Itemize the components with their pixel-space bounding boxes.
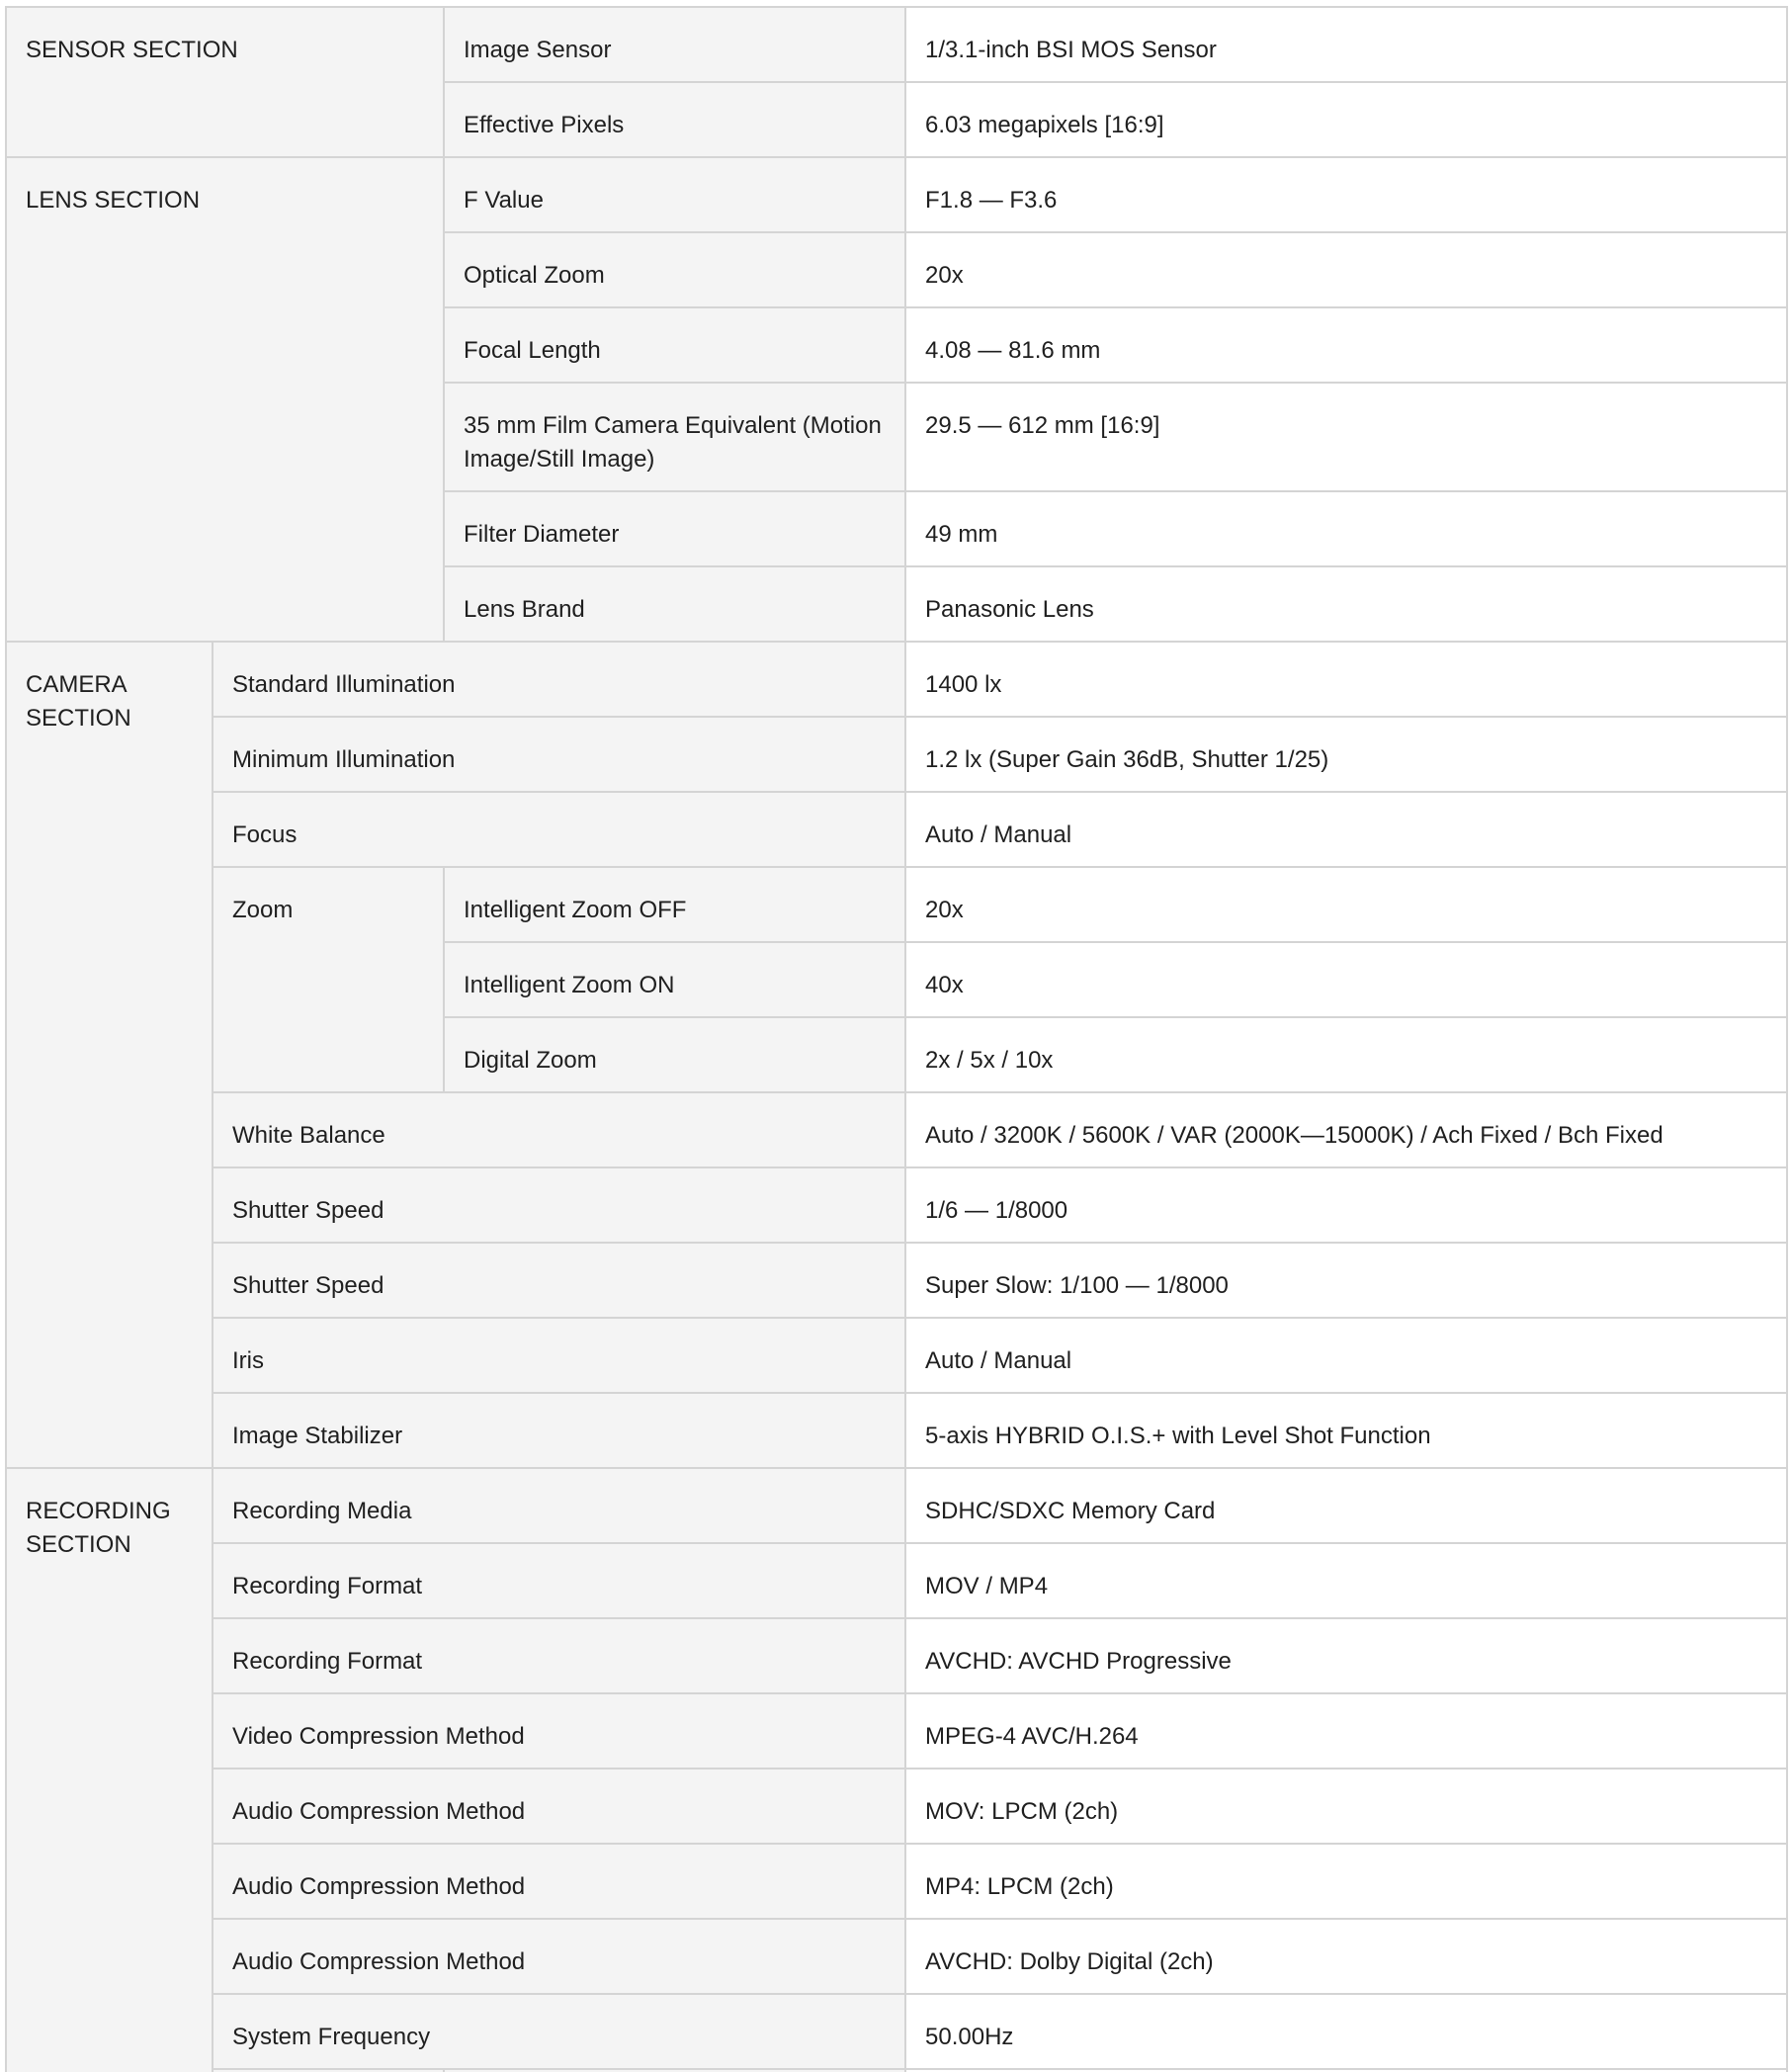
table-row — [6, 1769, 1787, 1844]
spec-label: Shutter Speed — [213, 1243, 905, 1318]
spec-label: Effective Pixels — [444, 82, 905, 157]
spec-label: Image Stabilizer — [213, 1393, 905, 1468]
spec-label: Intelligent Zoom OFF — [444, 867, 905, 942]
spec-label: Video Compression Method — [213, 1693, 905, 1769]
table-row — [6, 1994, 1787, 2069]
table-row — [6, 1318, 1787, 1393]
spec-value: 20x — [905, 867, 1787, 942]
section-label-lens: LENS SECTION — [6, 157, 444, 642]
spec-label: F Value — [444, 157, 905, 232]
spec-label: Audio Compression Method — [213, 1769, 905, 1844]
spec-value: 40x — [905, 942, 1787, 1017]
spec-value: 1/6 — 1/8000 — [905, 1167, 1787, 1243]
spec-label: Audio Compression Method — [213, 1919, 905, 1994]
spec-value: 1.2 lx (Super Gain 36dB, Shutter 1/25) — [905, 717, 1787, 792]
spec-value: 50.00Hz — [905, 1994, 1787, 2069]
table-row — [6, 1167, 1787, 1243]
table-row — [6, 792, 1787, 867]
spec-label: Standard Illumination — [213, 642, 905, 717]
spec-label: Recording Format — [213, 1618, 905, 1693]
spec-label: Iris — [213, 1318, 905, 1393]
spec-value: MPEG-4 AVC/H.264 — [905, 1693, 1787, 1769]
spec-label: System Frequency — [213, 1994, 905, 2069]
spec-value: 20x — [905, 232, 1787, 307]
spec-label: Recording Format — [213, 1543, 905, 1618]
spec-label: Minimum Illumination — [213, 717, 905, 792]
spec-label: Digital Zoom — [444, 1017, 905, 1092]
spec-label: Filter Diameter — [444, 491, 905, 566]
spec-value: 5-axis HYBRID O.I.S.+ with Level Shot Function — [905, 1393, 1787, 1468]
table-row — [6, 1693, 1787, 1769]
spec-value: 1400 lx — [905, 642, 1787, 717]
spec-label: Image Sensor — [444, 7, 905, 82]
spec-label: Optical Zoom — [444, 232, 905, 307]
spec-value: Auto / Manual — [905, 1318, 1787, 1393]
table-row — [6, 642, 1787, 717]
spec-table — [5, 6, 1788, 2072]
table-row — [6, 1618, 1787, 1693]
spec-label: White Balance — [213, 1092, 905, 1167]
spec-label: Focal Length — [444, 307, 905, 383]
spec-value: 6.03 megapixels [16:9] — [905, 82, 1787, 157]
spec-label: Shutter Speed — [213, 1167, 905, 1243]
spec-value: Auto / 3200K / 5600K / VAR (2000K—15000K) / Ach Fixed / Bch Fixed — [905, 1092, 1787, 1167]
spec-label: Audio Compression Method — [213, 1844, 905, 1919]
table-row — [6, 1543, 1787, 1618]
section-label-camera: CAMERA SECTION — [6, 642, 213, 1468]
table-row — [6, 867, 1787, 942]
table-row — [6, 1468, 1787, 1543]
spec-value: AVCHD: AVCHD Progressive — [905, 1618, 1787, 1693]
table-row — [6, 717, 1787, 792]
spec-value: 1/3.1-inch BSI MOS Sensor — [905, 7, 1787, 82]
section-label-sensor: SENSOR SECTION — [6, 7, 444, 157]
spec-value: Panasonic Lens — [905, 566, 1787, 642]
spec-value: Auto / Manual — [905, 792, 1787, 867]
spec-label: Lens Brand — [444, 566, 905, 642]
spec-value: 2x / 5x / 10x — [905, 1017, 1787, 1092]
table-row — [6, 1393, 1787, 1468]
spec-value: 4.08 — 81.6 mm — [905, 307, 1787, 383]
table-row — [6, 7, 1787, 82]
spec-value: SDHC/SDXC Memory Card — [905, 1468, 1787, 1543]
spec-value: MOV / MP4 — [905, 1543, 1787, 1618]
spec-value: F1.8 — F3.6 — [905, 157, 1787, 232]
table-row — [6, 1243, 1787, 1318]
table-row — [6, 1919, 1787, 1994]
spec-value: 29.5 — 612 mm [16:9] — [905, 383, 1787, 491]
spec-value: AVCHD: Dolby Digital (2ch) — [905, 1919, 1787, 1994]
spec-label: Intelligent Zoom ON — [444, 942, 905, 1017]
section-label-recording: RECORDING SECTION — [6, 1468, 213, 2072]
spec-label: 35 mm Film Camera Equivalent (Motion Image/Still Image) — [444, 383, 905, 491]
spec-value: Super Slow: 1/100 — 1/8000 — [905, 1243, 1787, 1318]
spec-label: Focus — [213, 792, 905, 867]
zoom-group-label: Zoom — [213, 867, 444, 1092]
spec-label: Recording Media — [213, 1468, 905, 1543]
spec-value: 49 mm — [905, 491, 1787, 566]
spec-value: MOV: LPCM (2ch) — [905, 1769, 1787, 1844]
table-row — [6, 1092, 1787, 1167]
table-row — [6, 1844, 1787, 1919]
table-row — [6, 157, 1787, 232]
spec-value: MP4: LPCM (2ch) — [905, 1844, 1787, 1919]
